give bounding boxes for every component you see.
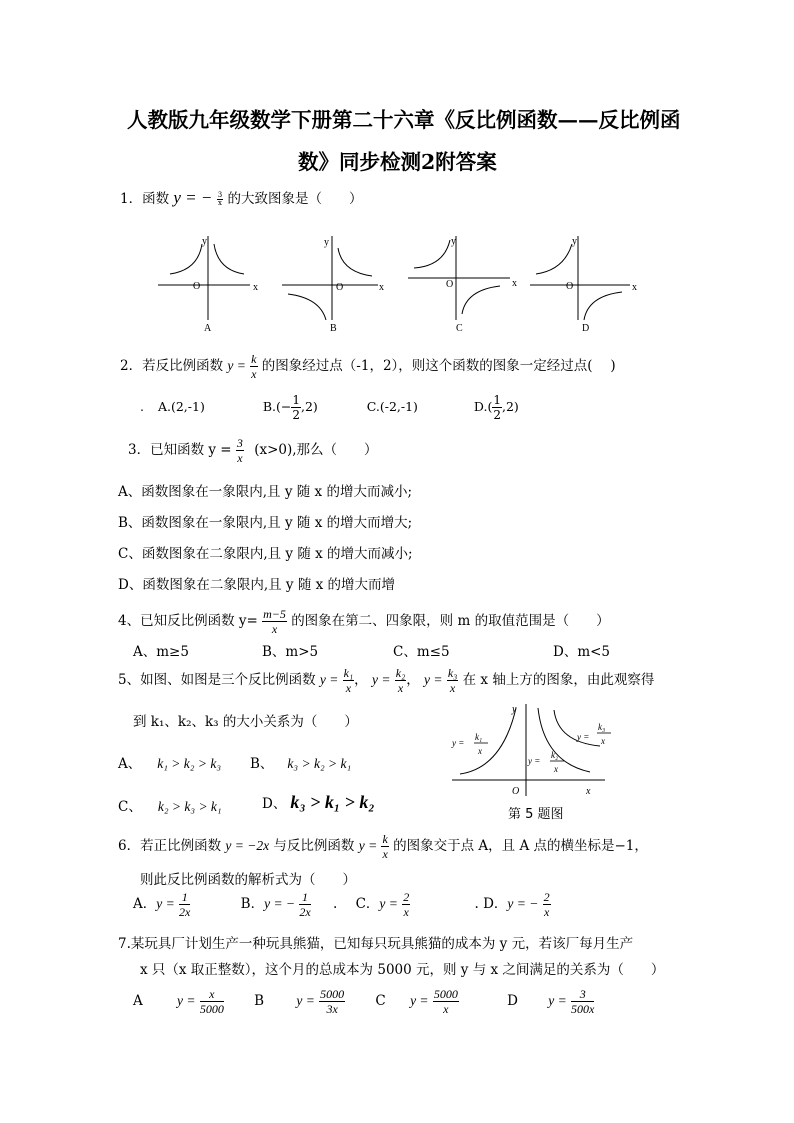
q2-option-a: A.(2,-1) [157, 399, 205, 414]
q3-option-a: A、函数图象在一象限内,且 y 随 x 的增大而减小; [118, 484, 412, 500]
q2-frac-num: k [251, 352, 257, 366]
q3-option-c: C、函数图象在二象限内,且 y 随 x 的增大而减小; [118, 546, 413, 562]
svg-text:k₃: k₃ [598, 722, 606, 732]
svg-text:O: O [446, 279, 454, 290]
q2-prefix: 2．若反比例函数 [120, 358, 224, 374]
svg-text:O: O [193, 281, 201, 292]
svg-text:C: C [456, 323, 463, 334]
q2-option-d: D.( $\frac{1}{2}$ ,2) [473, 393, 519, 422]
svg-text:k₂: k₂ [551, 750, 559, 760]
q5-figure [450, 700, 625, 825]
q5-line2: 到 k₁、k₂、k₃ 的大小关系为（ ） [133, 714, 358, 730]
q5-suffix: 在 x 轴上方的图象，由此观察得 [462, 672, 655, 688]
q6-option-a: A．y = $\frac{1}{2x}$ [133, 890, 191, 919]
svg-text:x: x [632, 282, 637, 293]
q4-option-d: D、m<5 [553, 644, 611, 660]
q2-frac-den: x [251, 367, 257, 381]
q1-graphs [150, 228, 650, 340]
q2-suffix: 的图象经过点（-1，2），则这个函数的图象一定经过点( ) [261, 358, 616, 374]
svg-text:x: x [379, 282, 384, 293]
question-6: 6．若正比例函数 y = −2x 与反比例函数 y = $\frac{k}{x}$ 的图象交于点 A，且 A 点的横坐标是−1， [118, 832, 648, 861]
svg-text:y =: y = [528, 756, 541, 766]
page-title-line1: 人教版九年级数学下册第二十六章《反比例函数——反比例函 [127, 108, 681, 132]
svg-text:B: B [330, 323, 337, 334]
svg-text:y: y [324, 237, 329, 248]
q1-graph-c [408, 236, 517, 334]
q3-prefix: 3．已知函数 y = [128, 442, 232, 458]
question-7-line2: x 只（x 取正整数），这个月的总成本为 5000 元，则 y 与 x 之间满足的关系为（ ） [140, 962, 665, 978]
svg-text:D: D [582, 323, 590, 334]
question-1 [120, 187, 362, 208]
svg-text:y =: y = [452, 738, 465, 748]
q4-suffix: 的图象在第二、四象限，则 m 的取值范围是（ ） [291, 613, 610, 629]
q2-option-c: C.(-2,-1) [366, 399, 418, 414]
question-2 [120, 352, 616, 381]
svg-text:x: x [601, 736, 605, 746]
q2-dot: . [140, 399, 144, 414]
q7-option-b: B y = $\frac{5000}{3x}$ [254, 987, 345, 1016]
q1-graph-d [530, 236, 637, 334]
q1-graph-a [158, 236, 258, 334]
q5-option-d: D、 k₃ > k₁ > k₂ [262, 792, 375, 812]
q1-frac-den: x [217, 199, 222, 207]
q5-prefix: 5、如图、如图是三个反比例函数 [118, 672, 316, 688]
q7-option-a: A y = $\frac{x}{5000}$ [133, 987, 224, 1016]
question-5: 5、如图、如图是三个反比例函数 y = $\frac{\text{k₁}}{x}$ ， y = $\frac{\text{k₂}}{x}$ ， y = $\frac{\text{k₃}}{x}$ 在 x 轴上方的图象，由此观察得 [118, 666, 655, 695]
q3-fraction: $\frac{3}{x}$ [236, 436, 243, 465]
q2-option-b: B.(− $\frac{1}{2}$ ,2) [262, 393, 318, 422]
q4-option-c: C、m≤5 [393, 644, 450, 660]
page-title-line2: 数》同步检测2附答案 [298, 150, 497, 174]
q6-option-b: B．y = − $\frac{1}{2x}$ [240, 890, 311, 919]
q4-prefix: 4、已知反比例函数 y= [118, 613, 258, 629]
q1-prefix: 1．函数 [120, 191, 170, 207]
q5-frac-1: $\frac{\text{k₁}}{x}$ [343, 666, 354, 695]
q7-options [133, 987, 594, 1016]
q6-options: A．y = $\frac{1}{2x}$ B．y = − $\frac{1}{2x}$ . C．y = $\frac{2}{x}$ . D．y = − $\frac{2}{x}$ [133, 890, 550, 919]
q1-frac-num: 3 [217, 191, 223, 199]
q1-fraction [217, 192, 223, 207]
svg-text:O: O [336, 282, 344, 293]
q3-suffix: (x>0),那么（ ） [254, 442, 378, 458]
q1-suffix: 的大致图象是（ ） [227, 191, 363, 207]
question-7-line1: 7.某玩具厂计划生产一种玩具熊猫，已知每只玩具熊猫的成本为 y 元，若该厂每月生产 [118, 936, 634, 952]
q3-option-b: B、函数图象在一象限内,且 y 随 x 的增大而增大; [118, 515, 413, 531]
svg-text:x: x [554, 764, 558, 774]
q5-origin-label: O [512, 786, 520, 797]
q4-option-a: A、m≥5 [133, 644, 189, 660]
question-3 [128, 436, 378, 465]
svg-text:y: y [202, 236, 207, 247]
q6-line2: 则此反比例函数的解析式为（ ） [140, 872, 356, 888]
q5-option-b: B、 k₃ > k₂ > k₁ [250, 756, 352, 772]
q4-option-b: B、m>5 [262, 644, 319, 660]
q5-option-a: A、 k₁ > k₂ > k₃ [118, 756, 222, 772]
svg-text:y: y [451, 236, 456, 247]
q5-option-c: C、 k₂ > k₃ > k₁ [118, 799, 222, 815]
svg-text:x: x [512, 278, 517, 289]
q5-frac-2: $\frac{\text{k₂}}{x}$ [395, 666, 406, 695]
svg-text:k₁: k₁ [475, 732, 483, 742]
q2-fraction [250, 352, 257, 381]
question-4 [118, 607, 610, 636]
q5-x-axis-label: x [586, 786, 591, 797]
svg-text:O: O [566, 281, 574, 292]
svg-text:A: A [204, 323, 212, 334]
q2-y-eq: y = [227, 358, 246, 373]
q5-y-axis-label: y [512, 704, 517, 715]
q4-fraction: $\frac{m-5}{x}$ [263, 607, 286, 636]
q5-frac-3: $\frac{\text{k₃}}{x}$ [447, 666, 458, 695]
q6-option-d: D．y = − $\frac{2}{x}$ [483, 890, 550, 919]
svg-text:y =: y = [577, 732, 590, 742]
svg-text:y: y [572, 236, 577, 247]
svg-text:x: x [253, 282, 258, 293]
q1-expr: y = − [173, 188, 213, 207]
q5-figure-caption: 第 5 题图 [508, 807, 564, 822]
q2-options [140, 393, 519, 422]
q6-option-c: C．y = $\frac{2}{x}$ [355, 890, 410, 919]
q3-option-d: D、函数图象在二象限内,且 y 随 x 的增大而增 [118, 577, 396, 593]
svg-text:x: x [478, 746, 482, 756]
q7-option-d: D y = $\frac{3}{500x}$ [507, 987, 595, 1016]
q7-option-c: C y = $\frac{5000}{x}$ [375, 987, 458, 1016]
q1-graph-b [282, 236, 384, 334]
